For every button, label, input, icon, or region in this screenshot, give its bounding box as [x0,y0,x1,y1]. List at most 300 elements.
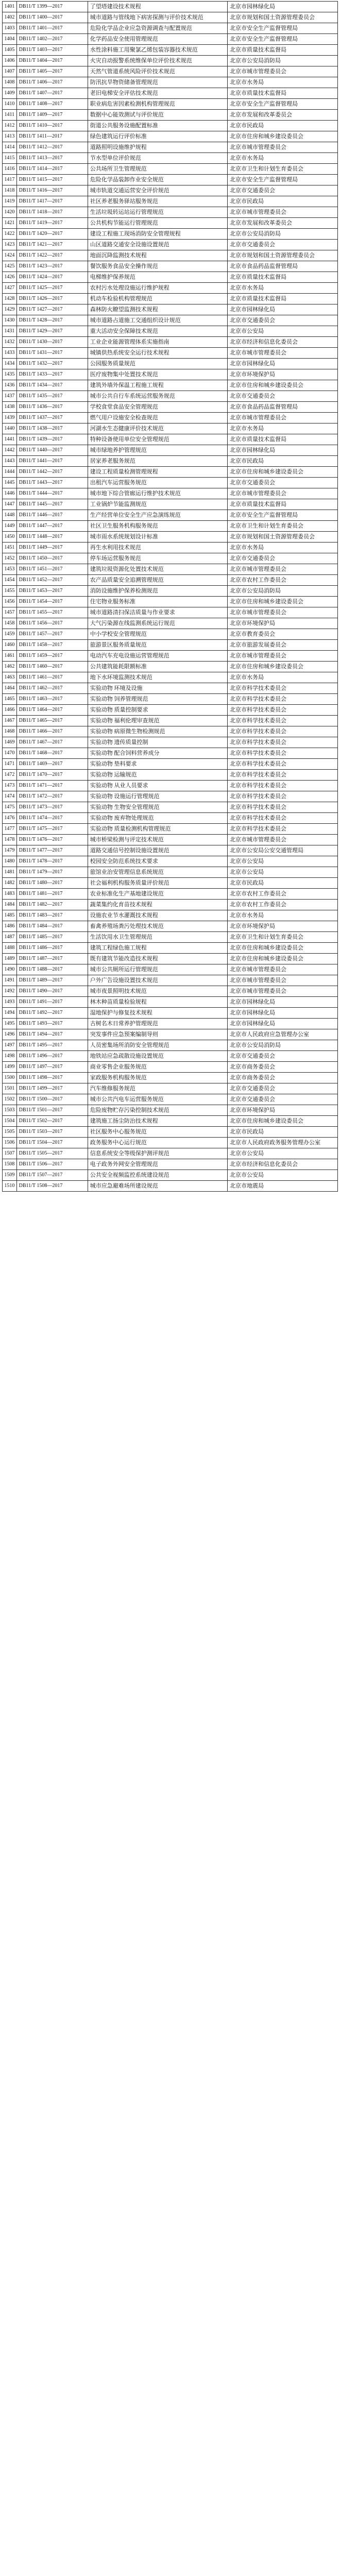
responsible-department: 北京市公安局 [228,867,338,878]
row-number: 1463 [3,672,17,683]
row-number: 1446 [3,488,17,499]
table-row [3,348,338,359]
standard-code: DB11/T 1402—2017 [16,34,88,45]
standard-title: 户外广告设施设置技术规范 [88,975,227,986]
standard-title: 实验动物 病原微生物检测规范 [88,726,227,737]
standard-title: 学校食堂食品安全管理规范 [88,402,227,413]
standard-code: DB11/T 1448—2017 [16,532,88,543]
responsible-department: 北京市水务局 [228,672,338,683]
row-number: 1404 [3,34,17,45]
standard-code: DB11/T 1506—2017 [16,1159,88,1170]
row-number: 1449 [3,521,17,532]
responsible-department: 北京市质量技术监督局 [228,272,338,283]
standard-code: DB11/T 1416—2017 [16,185,88,196]
row-number: 1440 [3,423,17,434]
standard-code: DB11/T 1503—2017 [16,1127,88,1138]
standard-title: 政务服务中心运行规范 [88,1138,227,1148]
row-number: 1423 [3,240,17,250]
responsible-department: 北京市旅游发展委员会 [228,640,338,651]
standard-title: 机动车检验机构管理规范 [88,294,227,304]
responsible-department: 北京市园林绿化局 [228,997,338,1008]
standard-code: DB11/T 1431—2017 [16,348,88,359]
row-number: 1484 [3,900,17,910]
row-number: 1457 [3,607,17,618]
table-row [3,900,338,910]
table-row [3,142,338,153]
row-number: 1437 [3,391,17,402]
standard-code: DB11/T 1477—2017 [16,845,88,856]
table-row [3,867,338,878]
standard-code: DB11/T 1478—2017 [16,856,88,867]
standard-code: DB11/T 1495—2017 [16,1040,88,1051]
responsible-department: 北京市住房和城乡建设委员会 [228,380,338,391]
table-row [3,402,338,413]
table-row [3,2,338,12]
responsible-department: 北京市交通委员会 [228,240,338,250]
standard-code: DB11/T 1485—2017 [16,932,88,943]
standard-code: DB11/T 1502—2017 [16,1116,88,1127]
row-number: 1468 [3,726,17,737]
row-number: 1500 [3,1073,17,1083]
standard-code: DB11/T 1454—2017 [16,597,88,607]
row-number: 1454 [3,575,17,586]
row-number: 1474 [3,791,17,802]
responsible-department: 北京市科学技术委员会 [228,802,338,813]
row-number: 1492 [3,986,17,997]
standard-code: DB11/T 1499—2017 [16,1083,88,1094]
row-number: 1464 [3,683,17,694]
responsible-department: 北京市卫生和计划生育委员会 [228,521,338,532]
table-row [3,488,338,499]
standard-title: 大气污染源在线监测系统运行规范 [88,618,227,629]
standard-title: 城市桥梁检测与评定技术规范 [88,835,227,845]
standard-title: 商业零售企业服务规范 [88,1062,227,1073]
row-number: 1421 [3,218,17,229]
row-number: 1460 [3,640,17,651]
standard-code: DB11/T 1446—2017 [16,510,88,521]
responsible-department: 北京市公安局消防局 [228,586,338,597]
standard-code: DB11/T 1411—2017 [16,131,88,142]
table-row [3,640,338,651]
row-number: 1461 [3,651,17,662]
responsible-department: 北京市城市管理委员会 [228,207,338,218]
row-number: 1438 [3,402,17,413]
standard-title: 信息系统安全等级保护测评规范 [88,1148,227,1159]
table-row [3,889,338,900]
responsible-department: 北京市城市管理委员会 [228,348,338,359]
row-number: 1418 [3,185,17,196]
responsible-department: 北京市水务局 [228,543,338,553]
responsible-department: 北京市水务局 [228,910,338,921]
row-number: 1476 [3,813,17,824]
standard-title: 实验动物 设施运行管理规范 [88,791,227,802]
responsible-department: 北京市质量技术监督局 [228,294,338,304]
standard-title: 森林防火瞭望监测技术规程 [88,304,227,315]
responsible-department: 北京市地震局 [228,1181,338,1192]
table-row [3,954,338,964]
table-row [3,813,338,824]
responsible-department: 北京市科学技术委员会 [228,716,338,726]
standard-code: DB11/T 1458—2017 [16,640,88,651]
standard-code: DB11/T 1400—2017 [16,12,88,23]
row-number: 1445 [3,478,17,488]
standard-code: DB11/T 1452—2017 [16,575,88,586]
standard-code: DB11/T 1484—2017 [16,921,88,932]
standard-title: 既有建筑节能改造技术规程 [88,954,227,964]
standard-title: 突发事件应急预案编制导则 [88,1029,227,1040]
row-number: 1419 [3,196,17,207]
row-number: 1435 [3,369,17,380]
row-number: 1432 [3,337,17,348]
standard-code: DB11/T 1401—2017 [16,23,88,34]
table-row [3,56,338,66]
row-number: 1505 [3,1127,17,1138]
responsible-department: 北京市卫生和计划生育委员会 [228,932,338,943]
table-row [3,1029,338,1040]
responsible-department: 北京市交通委员会 [228,478,338,488]
table-row [3,1127,338,1138]
table-row [3,77,338,88]
standard-title: 实验动物 运输规范 [88,770,227,781]
standard-code: DB11/T 1487—2017 [16,954,88,964]
responsible-department: 北京市城市管理委员会 [228,964,338,975]
row-number: 1496 [3,1029,17,1040]
responsible-department: 北京市公安局 [228,1170,338,1181]
standard-title: 职业病危害因素检测机构管理规范 [88,99,227,110]
responsible-department: 北京市交通委员会 [228,315,338,326]
standard-title: 林木种苗质量检验规程 [88,997,227,1008]
row-number: 1439 [3,413,17,423]
row-number: 1420 [3,207,17,218]
standard-code: DB11/T 1466—2017 [16,726,88,737]
responsible-department: 北京市科学技术委员会 [228,759,338,770]
responsible-department: 北京市民政局 [228,456,338,467]
responsible-department: 北京市安全生产监督管理局 [228,99,338,110]
standard-title: 危险废物贮存污染控制技术规范 [88,1105,227,1116]
row-number: 1467 [3,716,17,726]
standard-title: 生产经营单位安全生产应急演练规范 [88,510,227,521]
table-row [3,12,338,23]
standard-title: 城市地下综合管廊运行维护技术规范 [88,488,227,499]
standard-title: 城市轨道交通运营安全评价规范 [88,185,227,196]
row-number: 1425 [3,261,17,272]
table-row [3,99,338,110]
table-row [3,651,338,662]
table-row [3,586,338,597]
standard-code: DB11/T 1434—2017 [16,380,88,391]
standard-code: DB11/T 1507—2017 [16,1170,88,1181]
table-row [3,185,338,196]
standard-code: DB11/T 1476—2017 [16,835,88,845]
standard-title: 建筑外墙外保温工程施工规程 [88,380,227,391]
standard-code: DB11/T 1464—2017 [16,705,88,716]
standard-code: DB11/T 1508—2017 [16,1181,88,1192]
row-number: 1416 [3,164,17,175]
table-row [3,326,338,337]
standard-title: 实验动物 从业人员要求 [88,781,227,791]
standard-code: DB11/T 1417—2017 [16,196,88,207]
standard-title: 实验动物 饲养管理规范 [88,694,227,705]
standard-code: DB11/T 1486—2017 [16,943,88,954]
table-row [3,607,338,618]
standard-code: DB11/T 1406—2017 [16,77,88,88]
row-number: 1477 [3,824,17,835]
row-number: 1493 [3,997,17,1008]
table-row [3,66,338,77]
row-number: 1462 [3,662,17,672]
standard-code: DB11/T 1405—2017 [16,66,88,77]
standard-code: DB11/T 1423—2017 [16,261,88,272]
table-row [3,553,338,564]
table-row [3,845,338,856]
standard-title: 城市绿地养护管理规范 [88,445,227,456]
table-row [3,629,338,640]
row-number: 1483 [3,889,17,900]
row-number: 1450 [3,532,17,543]
responsible-department: 北京市科学技术委员会 [228,748,338,759]
table-row [3,207,338,218]
table-row [3,1170,338,1181]
table-row [3,1116,338,1127]
row-number: 1482 [3,878,17,889]
table-row [3,304,338,315]
standard-title: 实验动物 垫料要求 [88,759,227,770]
row-number: 1501 [3,1083,17,1094]
standard-code: DB11/T 1437—2017 [16,413,88,423]
table-row [3,1019,338,1029]
responsible-department: 北京市水务局 [228,153,338,164]
row-number: 1478 [3,835,17,845]
responsible-department: 北京市城市管理委员会 [228,975,338,986]
standard-title: 实验动物 遗传质量控制 [88,737,227,748]
standard-code: DB11/T 1489—2017 [16,975,88,986]
standard-title: 城镇供热系统安全运行技术规程 [88,348,227,359]
standard-code: DB11/T 1413—2017 [16,153,88,164]
row-number: 1487 [3,932,17,943]
responsible-department: 北京市城市管理委员会 [228,986,338,997]
standard-title: 公园服务质量规范 [88,359,227,369]
standard-code: DB11/T 1494—2017 [16,1029,88,1040]
responsible-department: 北京市质量技术监督局 [228,499,338,510]
row-number: 1428 [3,294,17,304]
table-row [3,943,338,954]
standard-title: 实验动物 生物安全管理规范 [88,802,227,813]
row-number: 1406 [3,56,17,66]
standard-title: 节水型单位评价规范 [88,153,227,164]
standard-title: 电动汽车充电设施运营管理规范 [88,651,227,662]
standard-code: DB11/T 1442—2017 [16,467,88,478]
table-row [3,131,338,142]
table-row [3,121,338,131]
responsible-department: 北京市住房和城乡建设委员会 [228,954,338,964]
responsible-department: 北京市交通委员会 [228,185,338,196]
standard-title: 居家养老服务规范 [88,456,227,467]
responsible-department: 北京市住房和城乡建设委员会 [228,597,338,607]
standard-code: DB11/T 1408—2017 [16,99,88,110]
table-row [3,250,338,261]
table-row [3,272,338,283]
responsible-department: 北京市园林绿化局 [228,359,338,369]
standard-title: 危险化学品企业应急资源调查与配置规范 [88,23,227,34]
table-row [3,716,338,726]
responsible-department: 北京市科学技术委员会 [228,683,338,694]
responsible-department: 北京市科学技术委员会 [228,726,338,737]
standard-code: DB11/T 1468—2017 [16,748,88,759]
row-number: 1415 [3,153,17,164]
table-row [3,337,338,348]
responsible-department: 北京市环境保护局 [228,618,338,629]
row-number: 1486 [3,921,17,932]
standard-code: DB11/T 1441—2017 [16,456,88,467]
row-number: 1510 [3,1181,17,1192]
standard-title: 河湖水生态健康评价技术规范 [88,423,227,434]
table-row [3,456,338,467]
row-number: 1494 [3,1008,17,1019]
standard-title: 街道公共服务设施配置标准 [88,121,227,131]
row-number: 1453 [3,564,17,575]
row-number: 1508 [3,1159,17,1170]
row-number: 1475 [3,802,17,813]
responsible-department: 北京市安全生产监督管理局 [228,175,338,185]
standard-title: 生活饮用水卫生管理规范 [88,932,227,943]
standard-code: DB11/T 1426—2017 [16,294,88,304]
standard-code: DB11/T 1450—2017 [16,553,88,564]
row-number: 1497 [3,1040,17,1051]
responsible-department: 北京市质量技术监督局 [228,88,338,99]
table-row [3,694,338,705]
standard-title: 城市公共自行车系统运营服务规范 [88,391,227,402]
standard-code: DB11/T 1488—2017 [16,964,88,975]
standard-title: 建筑工程绿色施工规程 [88,943,227,954]
standard-title: 中小学校安全管理规范 [88,629,227,640]
row-number: 1442 [3,445,17,456]
standard-code: DB11/T 1407—2017 [16,88,88,99]
table-row [3,315,338,326]
standard-title: 城市公共汽电车运营服务规范 [88,1094,227,1105]
row-number: 1465 [3,694,17,705]
table-row [3,229,338,240]
responsible-department: 北京市科学技术委员会 [228,824,338,835]
table-row [3,726,338,737]
table-row [3,878,338,889]
standard-title: 建设工程质量检测管理规程 [88,467,227,478]
responsible-department: 北京市发展和改革委员会 [228,110,338,121]
table-row [3,391,338,402]
responsible-department: 北京市公安局公安交通管理局 [228,845,338,856]
standard-code: DB11/T 1403—2017 [16,45,88,56]
responsible-department: 北京市公安局消防局 [228,56,338,66]
row-number: 1509 [3,1170,17,1181]
responsible-department: 北京市质量技术监督局 [228,45,338,56]
standard-title: 建设工程施工现场消防安全管理规程 [88,229,227,240]
standard-title: 实验动物 配合饲料营养成分 [88,748,227,759]
row-number: 1458 [3,618,17,629]
standard-title: 医疗废物集中处置技术规范 [88,369,227,380]
row-number: 1412 [3,121,17,131]
responsible-department: 北京市住房和城乡建设委员会 [228,662,338,672]
standard-title: 老旧电梯安全评估技术规范 [88,88,227,99]
standard-title: 出租汽车运营服务规范 [88,478,227,488]
standard-title: 设施农业节水灌溉技术规程 [88,910,227,921]
row-number: 1409 [3,88,17,99]
table-row [3,759,338,770]
standards-table-body [3,2,338,1192]
row-number: 1433 [3,348,17,359]
standard-title: 地铁站应急疏散设施设置规范 [88,1051,227,1062]
responsible-department: 北京市交通委员会 [228,391,338,402]
responsible-department: 北京市科学技术委员会 [228,694,338,705]
standard-code: DB11/T 1481—2017 [16,889,88,900]
standard-title: 汽车维修服务规范 [88,1083,227,1094]
row-number: 1447 [3,499,17,510]
standard-code: DB11/T 1459—2017 [16,651,88,662]
table-row [3,737,338,748]
table-row [3,1159,338,1170]
standard-code: DB11/T 1471—2017 [16,781,88,791]
standard-title: 旅馆业治安管理信息系统规范 [88,867,227,878]
responsible-department: 北京市园林绿化局 [228,445,338,456]
responsible-department: 北京市公安局 [228,326,338,337]
table-row [3,683,338,694]
responsible-department: 北京市住房和城乡建设委员会 [228,943,338,954]
standard-code: DB11/T 1473—2017 [16,802,88,813]
standard-code: DB11/T 1482—2017 [16,900,88,910]
responsible-department: 北京市园林绿化局 [228,1008,338,1019]
standard-code: DB11/T 1475—2017 [16,824,88,835]
table-row [3,88,338,99]
responsible-department: 北京市住房和城乡建设委员会 [228,131,338,142]
standard-title: 城市道路与管线地下病害探测与评价技术规范 [88,12,227,23]
row-number: 1503 [3,1105,17,1116]
standard-code: DB11/T 1404—2017 [16,56,88,66]
table-row [3,413,338,423]
standard-code: DB11/T 1415—2017 [16,175,88,185]
standard-title: 住宅物业服务标准 [88,597,227,607]
table-row [3,478,338,488]
responsible-department: 北京市园林绿化局 [228,2,338,12]
standard-title: 社区服务中心服务规范 [88,1127,227,1138]
standard-code: DB11/T 1453—2017 [16,586,88,597]
standard-title: 社会福利机构服务质量评价规范 [88,878,227,889]
responsible-department: 北京市环境保护局 [228,369,338,380]
responsible-department: 北京市交通委员会 [228,553,338,564]
table-row [3,499,338,510]
responsible-department: 北京市住房和城乡建设委员会 [228,467,338,478]
responsible-department: 北京市城市管理委员会 [228,66,338,77]
responsible-department: 北京市安全生产监督管理局 [228,23,338,34]
row-number: 1471 [3,759,17,770]
row-number: 1490 [3,964,17,975]
responsible-department: 北京市城市管理委员会 [228,142,338,153]
table-row [3,34,338,45]
responsible-department: 北京市交通委员会 [228,1094,338,1105]
responsible-department: 北京市交通委员会 [228,1051,338,1062]
standard-code: DB11/T 1492—2017 [16,1008,88,1019]
standard-code: DB11/T 1480—2017 [16,878,88,889]
standard-code: DB11/T 1490—2017 [16,986,88,997]
standard-code: DB11/T 1474—2017 [16,813,88,824]
table-row [3,283,338,294]
row-number: 1410 [3,99,17,110]
row-number: 1443 [3,456,17,467]
row-number: 1451 [3,543,17,553]
standard-title: 餐饮服务食品安全操作规范 [88,261,227,272]
standard-title: 地面沉降监测技术规程 [88,250,227,261]
responsible-department: 北京市交通委员会 [228,1083,338,1094]
row-number: 1413 [3,131,17,142]
standard-code: DB11/T 1421—2017 [16,240,88,250]
responsible-department: 北京市公安局消防局 [228,1040,338,1051]
